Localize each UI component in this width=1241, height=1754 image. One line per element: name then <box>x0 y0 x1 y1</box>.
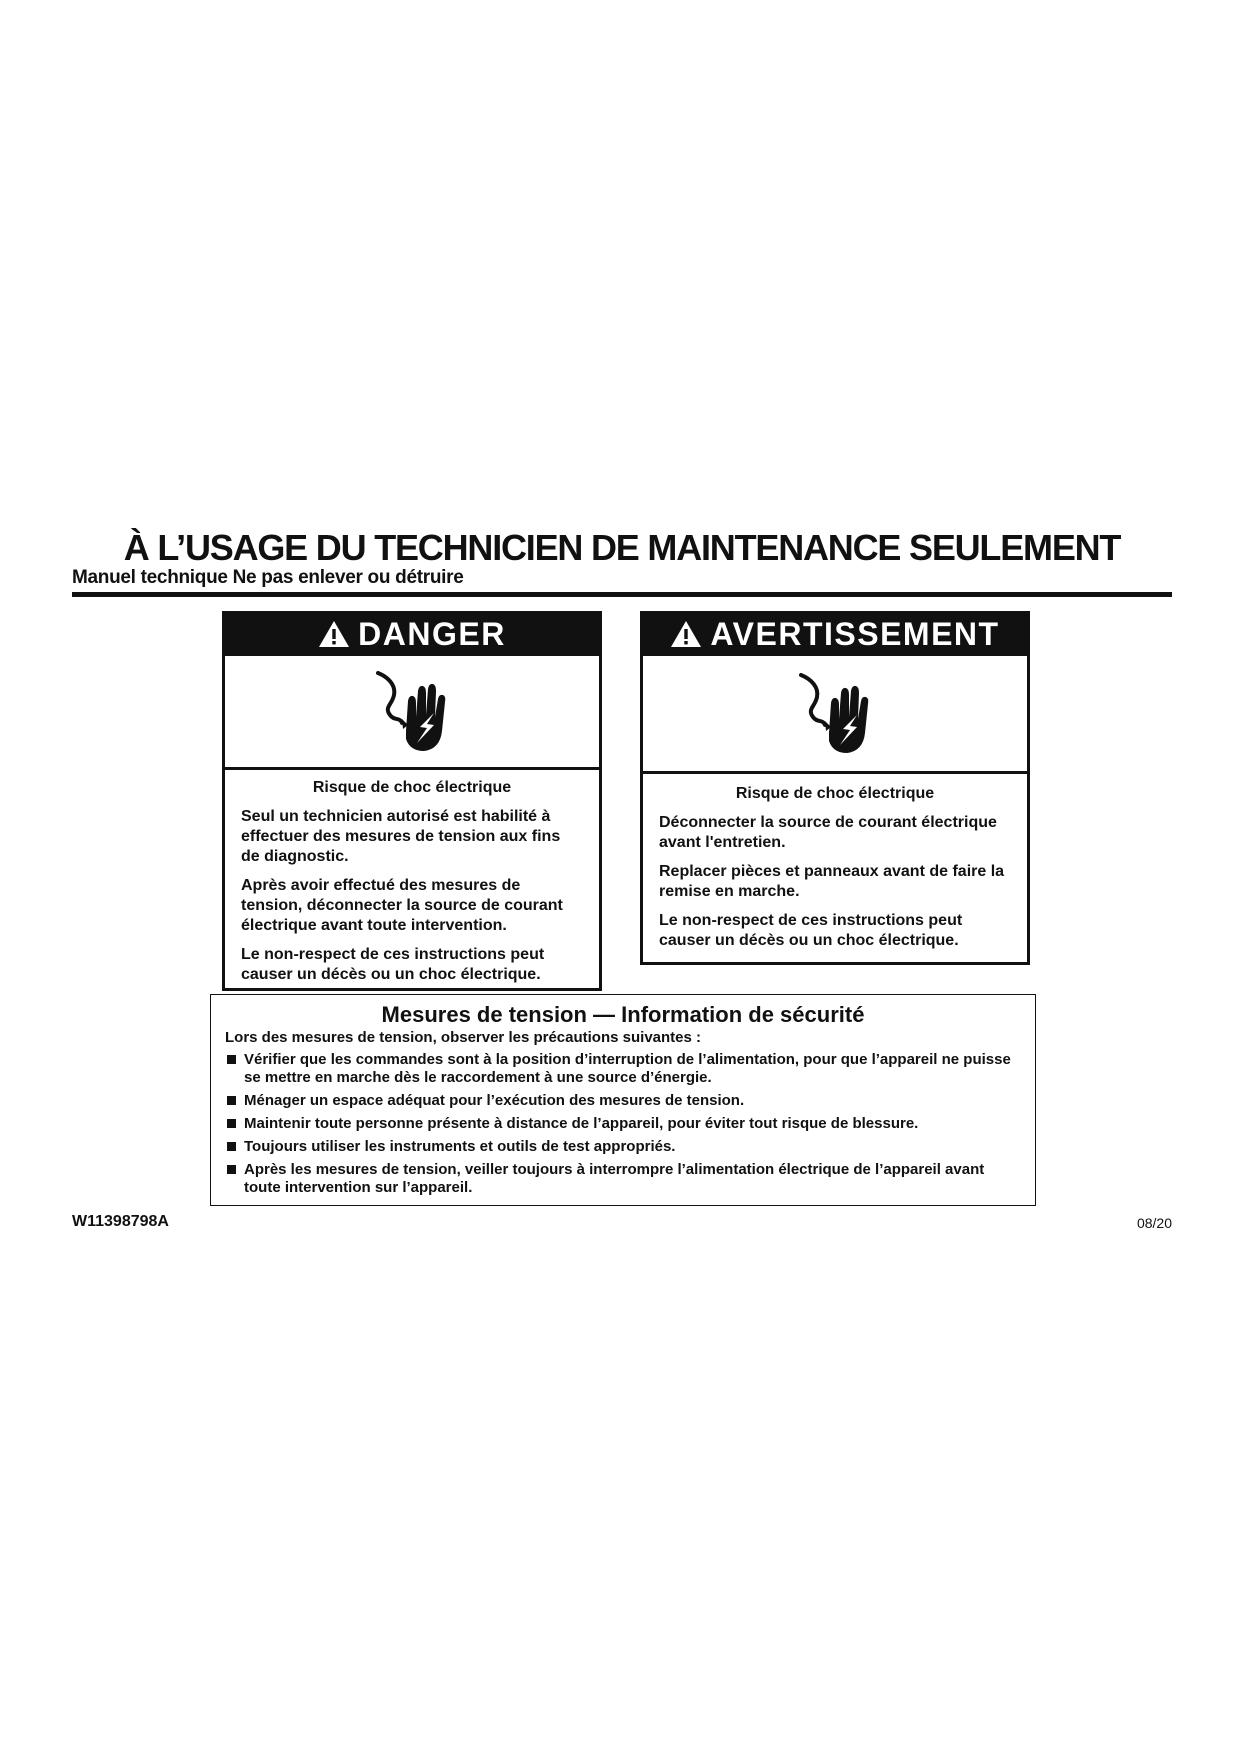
header-rule <box>72 592 1172 597</box>
page-title: À L’USAGE DU TECHNICIEN DE MAINTENANCE SEULEMENT <box>123 527 1121 568</box>
alert-triangle-icon <box>318 620 350 648</box>
page-subtitle: Manuel technique Ne pas enlever ou détruire <box>72 567 464 588</box>
warning-header <box>643 614 1027 656</box>
document-number: W11398798A <box>72 1213 169 1230</box>
alert-triangle-icon <box>670 620 702 648</box>
bullet-square-icon <box>227 1055 236 1064</box>
danger-body <box>225 770 599 985</box>
list-item <box>225 1092 1021 1110</box>
list-item-text: Toujours utiliser les instruments et outils de test appropriés. <box>244 1138 676 1155</box>
list-item-text: Après les mesures de tension, veiller toujours à interrompre l’alimentation électrique de l’appareil avant toute intervention sur l’appareil. <box>244 1161 985 1196</box>
danger-header <box>225 614 599 656</box>
danger-paragraph: Après avoir effectué des mesures de tension, déconnecter la source de courant électrique avant toute intervention. <box>241 877 563 934</box>
list-item-text: Ménager un espace adéquat pour l’exécution des mesures de tension. <box>244 1092 745 1109</box>
list-item <box>225 1115 1021 1133</box>
warning-paragraph: Déconnecter la source de courant électrique avant l'entretien. <box>659 814 997 851</box>
warning-paragraph: Replacer pièces et panneaux avant de faire la remise en marche. <box>659 863 1005 900</box>
warning-paragraph: Le non-respect de ces instructions peut causer un décès ou un choc électrique. <box>659 912 963 949</box>
safety-intro: Lors des mesures de tension, observer les précautions suivantes : <box>225 1029 702 1046</box>
danger-pictogram <box>225 656 599 770</box>
danger-paragraph: Le non-respect de ces instructions peut causer un décès ou un choc électrique. <box>241 946 545 983</box>
electric-shock-hand-icon <box>795 669 875 759</box>
danger-label: DANGER <box>358 616 506 652</box>
document-date: 08/20 <box>1136 1215 1172 1231</box>
safety-info-box <box>210 994 1036 1206</box>
safety-title: Mesures de tension — Information de sécurité <box>381 1002 865 1027</box>
electric-shock-hand-icon <box>372 667 452 757</box>
list-item <box>225 1051 1021 1087</box>
bullet-square-icon <box>227 1165 236 1174</box>
warning-pictogram <box>643 656 1027 774</box>
list-item-text: Maintenir toute personne présente à distance de l’appareil, pour éviter tout risque de blessure. <box>244 1115 919 1132</box>
warning-heading: Risque de choc électrique <box>735 785 935 802</box>
bullet-square-icon <box>227 1119 236 1128</box>
list-item <box>225 1161 1021 1197</box>
list-item-text: Vérifier que les commandes sont à la position d’interruption de l’alimentation, pour que l’appareil ne puisse se mettre en marche dès le raccordement à une source d’énergie. <box>244 1051 1011 1086</box>
danger-paragraph: Seul un technicien autorisé est habilité à effectuer des mesures de tension aux fins de diagnostic. <box>241 808 561 865</box>
warning-panel <box>640 611 1030 965</box>
list-item <box>225 1138 1021 1156</box>
warning-body <box>643 774 1027 951</box>
danger-heading: Risque de choc électrique <box>312 779 512 796</box>
danger-panel <box>222 611 602 991</box>
safety-list <box>225 1051 1021 1197</box>
warning-label: AVERTISSEMENT <box>710 616 1000 652</box>
bullet-square-icon <box>227 1096 236 1105</box>
bullet-square-icon <box>227 1142 236 1151</box>
